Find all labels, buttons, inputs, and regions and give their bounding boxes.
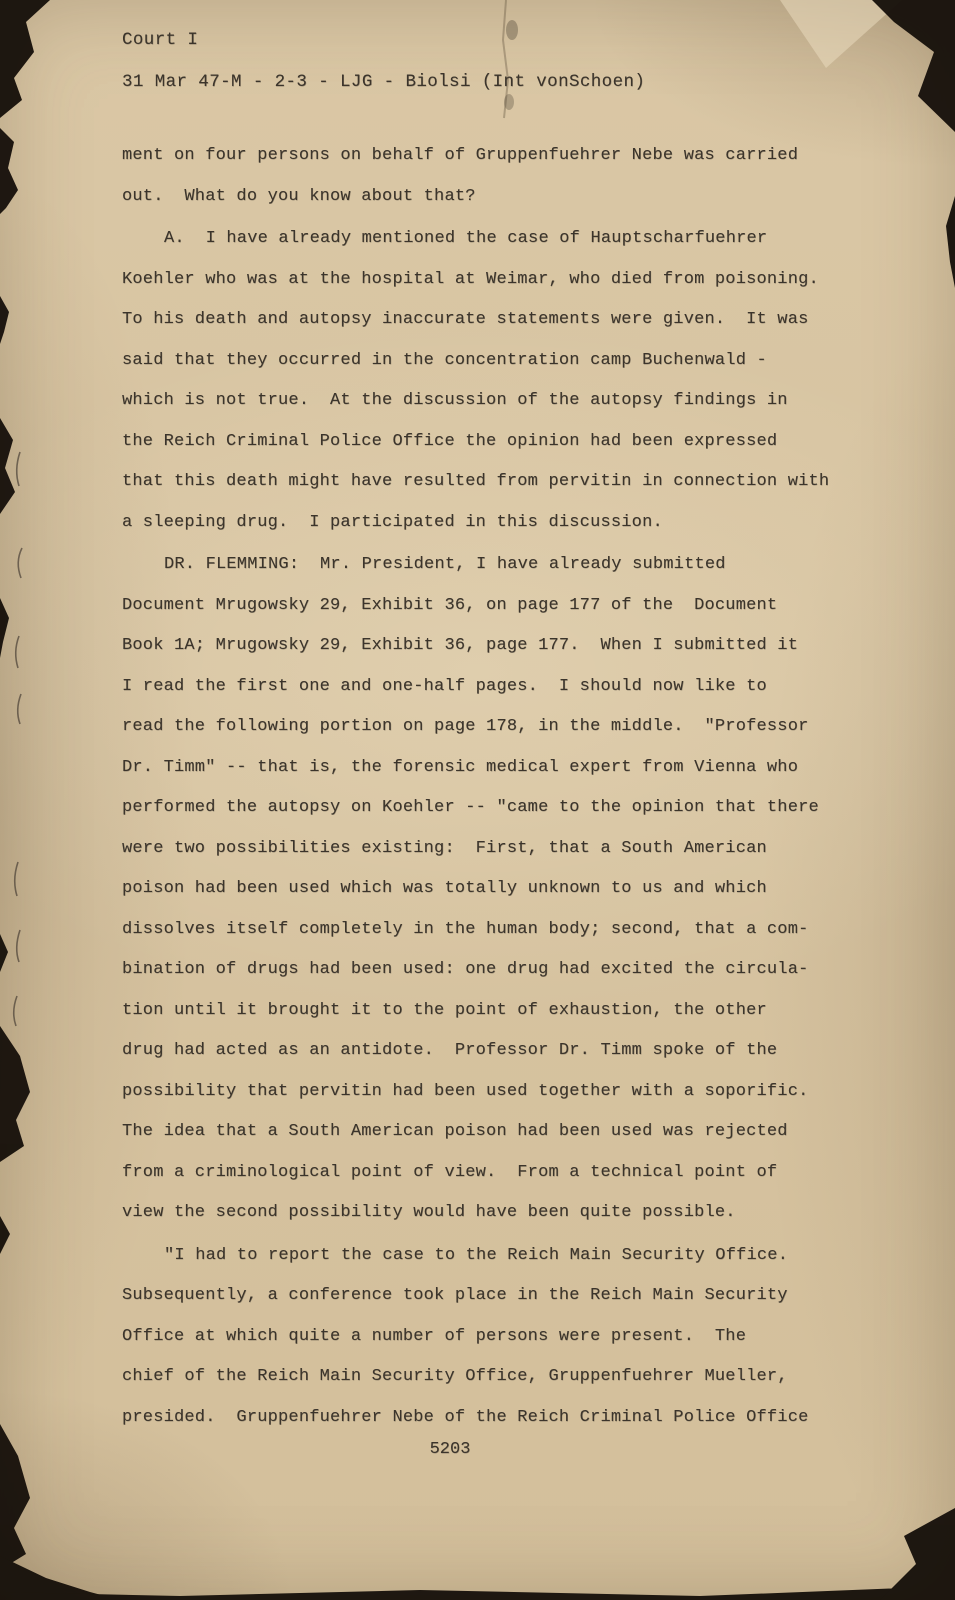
court-heading: Court I bbox=[122, 30, 199, 50]
text-line: ment on four persons on behalf of Gruppenfuehrer Nebe was carried bbox=[122, 146, 799, 165]
text-line: To his death and autopsy inaccurate statements were given. It was bbox=[122, 310, 809, 329]
text-line: Document Mrugowsky 29, Exhibit 36, on page 177 of the Document bbox=[122, 595, 778, 615]
paragraph bbox=[122, 545, 828, 1234]
text-line: chief of the Reich Main Security Office, Gruppenfuehrer Mueller, bbox=[122, 1367, 788, 1386]
paragraph bbox=[122, 219, 828, 543]
text-line: Book 1A; Mrugowsky 29, Exhibit 36, page 177. When I submitted it bbox=[122, 636, 799, 655]
text-line: which is not true. At the discussion of the autopsy findings in bbox=[122, 391, 788, 410]
text-line: I read the first one and one-half pages. I should now like to bbox=[122, 676, 767, 696]
text-line: drug had acted as an antidote. Professor Dr. Timm spoke of the bbox=[122, 1041, 778, 1060]
text-line: dissolves itself completely in the human body; second, that a com- bbox=[122, 919, 809, 939]
text-line: possibility that pervitin had been used together with a soporific. bbox=[122, 1081, 809, 1101]
text-line: view the second possibility would have been quite possible. bbox=[122, 1203, 736, 1222]
text-line: from a criminological point of view. From a technical point of bbox=[122, 1162, 778, 1182]
page-header bbox=[122, 28, 828, 94]
text-line: the Reich Criminal Police Office the opinion had been expressed bbox=[122, 431, 778, 451]
text-line: A. I have already mentioned the case of Hauptscharfuehrer bbox=[164, 229, 768, 248]
text-line: Koehler who was at the hospital at Weimar, who died from poisoning. bbox=[122, 269, 819, 289]
margin-marks bbox=[14, 452, 22, 1026]
text-line: Dr. Timm" -- that is, the forensic medical expert from Vienna who bbox=[122, 757, 799, 777]
page-footer bbox=[97, 1438, 803, 1462]
text-line: were two possibilities existing: First, that a South American bbox=[122, 838, 767, 858]
text-line: tion until it brought it to the point of exhaustion, the other bbox=[122, 1000, 767, 1020]
text-line: presided. Gruppenfuehrer Nebe of the Reich Criminal Police Office bbox=[122, 1407, 809, 1427]
session-heading: 31 Mar 47-M - 2-3 - LJG - Biolsi (Int vonSchoen) bbox=[122, 72, 646, 92]
text-line: poison had been used which was totally unknown to us and which bbox=[122, 879, 767, 898]
text-line: "I had to report the case to the Reich Main Security Office. bbox=[164, 1245, 789, 1265]
text-line: that this death might have resulted from pervitin in connection with bbox=[122, 472, 830, 491]
text-line: Subsequently, a conference took place in the Reich Main Security bbox=[122, 1286, 788, 1305]
text-line: a sleeping drug. I participated in this discussion. bbox=[122, 512, 663, 532]
text-line: performed the autopsy on Koehler -- "came to the opinion that there bbox=[122, 798, 819, 817]
text-line: out. What do you know about that? bbox=[122, 186, 476, 206]
text-line: DR. FLEMMING: Mr. President, I have already submitted bbox=[164, 555, 726, 574]
text-line: Office at which quite a number of persons were present. The bbox=[122, 1326, 747, 1346]
paragraph bbox=[122, 136, 828, 217]
text-line: bination of drugs had been used: one drug had excited the circula- bbox=[122, 960, 809, 979]
paragraph bbox=[122, 1236, 828, 1439]
document-body bbox=[122, 136, 828, 1438]
text-line: said that they occurred in the concentration camp Buchenwald - bbox=[122, 350, 767, 370]
text-line: read the following portion on page 178, in the middle. "Professor bbox=[122, 717, 809, 736]
page-number: 5203 bbox=[429, 1440, 471, 1459]
text-line: The idea that a South American poison had been used was rejected bbox=[122, 1122, 788, 1141]
page-content bbox=[122, 28, 828, 1462]
